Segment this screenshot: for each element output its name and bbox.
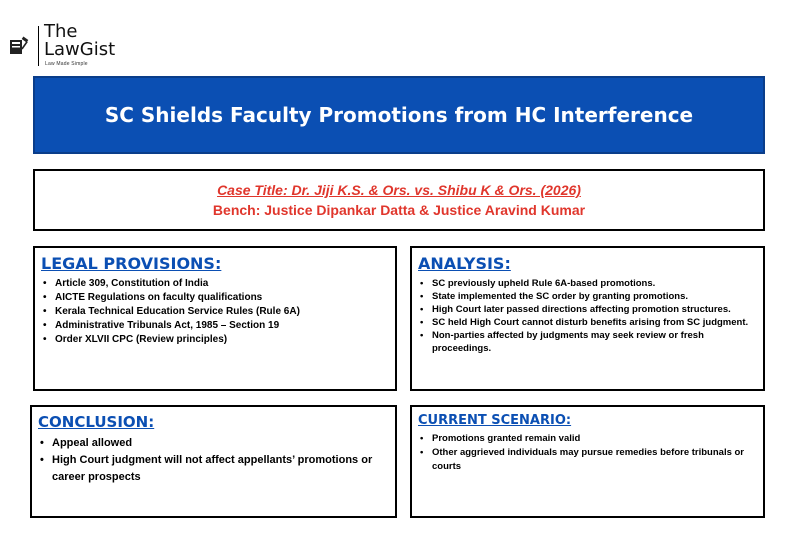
legal-provisions-section [33, 246, 397, 391]
list-item: • State implemented the SC order by granting promotions. [418, 290, 757, 303]
conclusion-list [38, 435, 389, 486]
logo [8, 22, 128, 68]
page-title: SC Shields Faculty Promotions from HC Interference [104, 103, 694, 127]
list-item: • Other aggrieved individuals may pursue remedies before tribunals or courts [418, 446, 757, 474]
conclusion-heading: CONCLUSION: [38, 413, 155, 431]
list-item: • Administrative Tribunals Act, 1985 – Section 19 [41, 319, 389, 333]
logo-divider [38, 26, 39, 66]
logo-text-lawgist: LawGist [44, 39, 116, 60]
conclusion-section [30, 405, 397, 518]
analysis-section [410, 246, 765, 391]
case-title: Case Title: Dr. Jiji K.S. & Ors. vs. Shibu K & Ors. (2026) [217, 182, 581, 198]
current-scenario-heading: CURRENT SCENARIO: [418, 413, 572, 428]
list-item: • High Court later passed directions affecting promotion structures. [418, 303, 757, 316]
gavel-book-icon [8, 36, 30, 56]
list-item: • Article 309, Constitution of India [41, 277, 389, 291]
list-item: • Order XLVII CPC (Review principles) [41, 333, 389, 347]
list-item: • High Court judgment will not affect appellants’ promotions or career prospects [38, 452, 389, 486]
case-info-box [33, 169, 765, 231]
list-item: • Promotions granted remain valid [418, 432, 757, 446]
legal-provisions-list [41, 277, 389, 347]
case-bench: Bench: Justice Dipankar Datta & Justice Aravind Kumar [212, 202, 586, 218]
analysis-list [418, 277, 757, 355]
list-item: • Appeal allowed [38, 435, 389, 452]
legal-provisions-heading: LEGAL PROVISIONS: [41, 254, 222, 273]
logo-text-the: The [44, 21, 78, 42]
analysis-heading: ANALYSIS: [418, 254, 511, 273]
logo-tagline: Law Made Simple [45, 61, 88, 67]
current-scenario-list [418, 432, 757, 474]
list-item: • SC held High Court cannot disturb benefits arising from SC judgment. [418, 316, 757, 329]
title-banner [33, 76, 765, 154]
current-scenario-section [410, 405, 765, 518]
list-item: • AICTE Regulations on faculty qualifications [41, 291, 389, 305]
list-item: • SC previously upheld Rule 6A-based promotions. [418, 277, 757, 290]
list-item: • Non-parties affected by judgments may seek review or fresh proceedings. [418, 329, 757, 355]
list-item: • Kerala Technical Education Service Rules (Rule 6A) [41, 305, 389, 319]
